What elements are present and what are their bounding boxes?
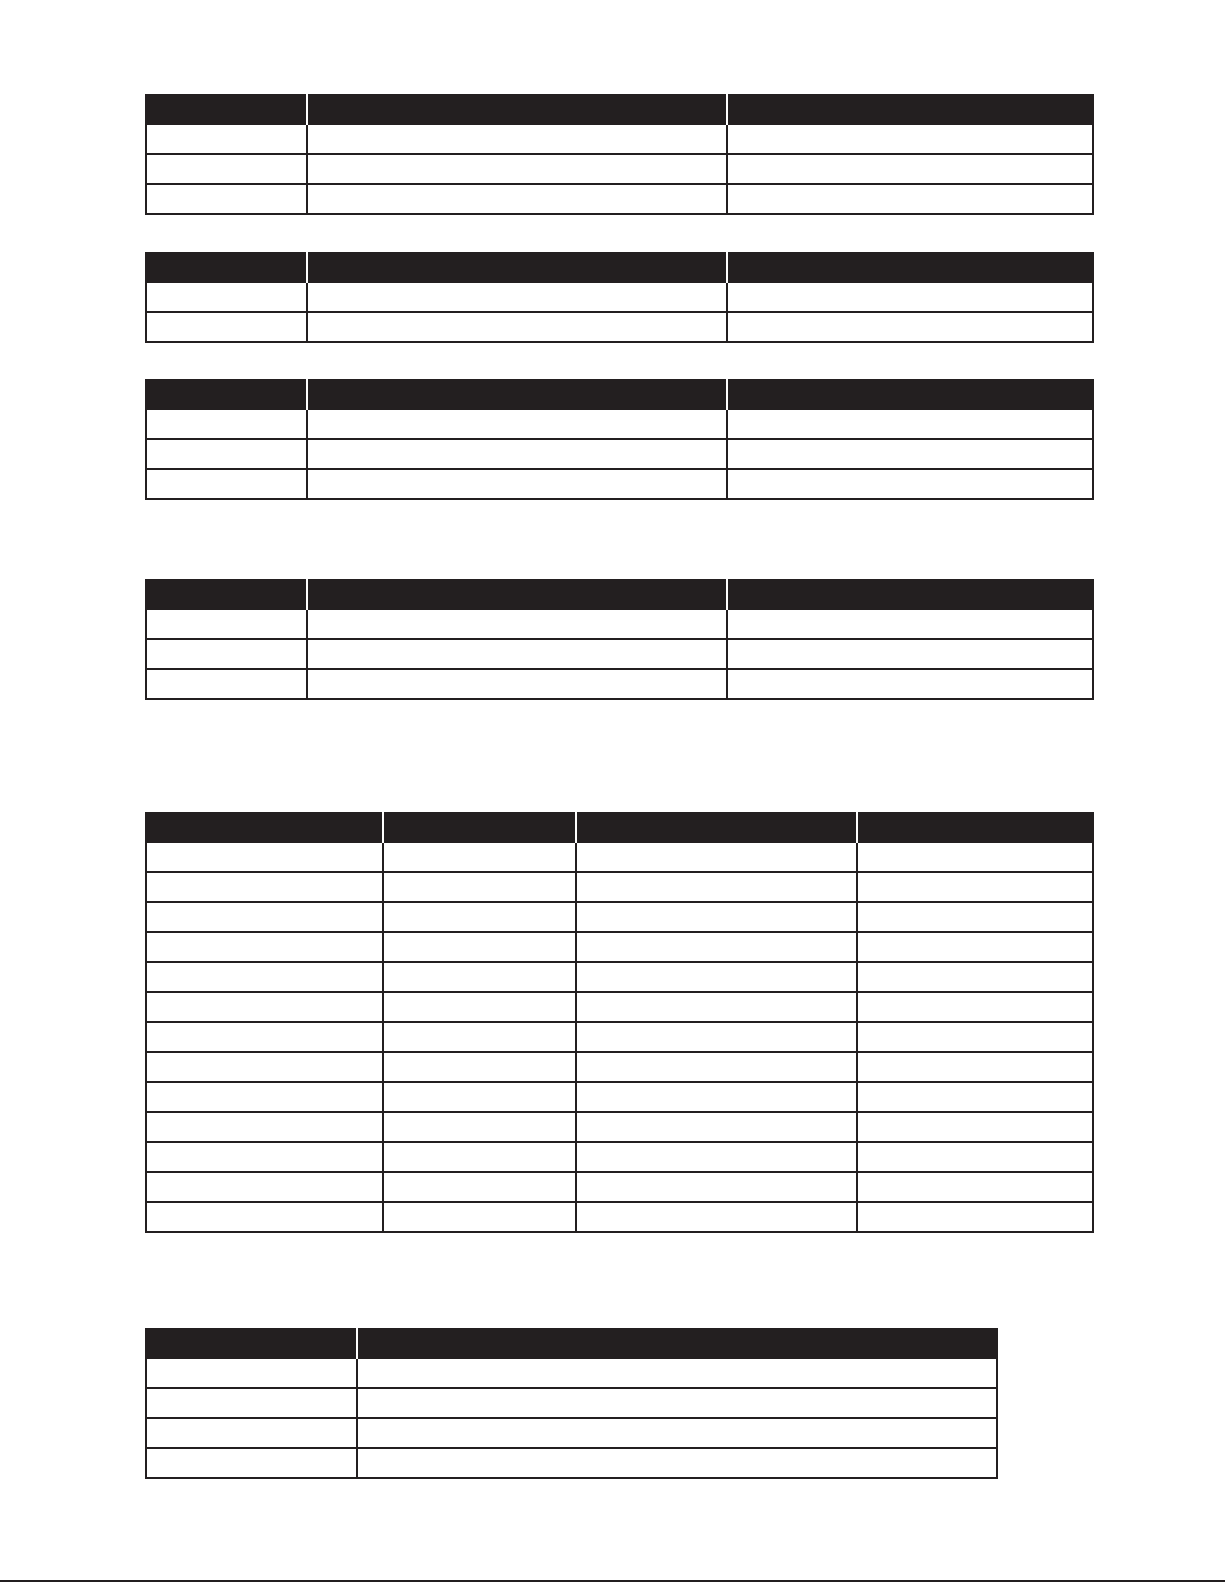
- table-cell: [857, 1172, 1093, 1202]
- table-cell: [307, 282, 727, 312]
- table-1: [145, 94, 1094, 215]
- column-header: [146, 94, 307, 124]
- table-cell: [857, 992, 1093, 1022]
- table-row: [146, 962, 1093, 992]
- table-row: [146, 312, 1093, 342]
- table-cell: [727, 124, 1093, 154]
- table-row: [146, 154, 1093, 184]
- table-cell: [146, 1202, 383, 1232]
- column-header: [727, 252, 1093, 282]
- table-cell: [857, 932, 1093, 962]
- column-header: [727, 94, 1093, 124]
- table-cell: [146, 1448, 357, 1478]
- table-6: [145, 1328, 998, 1479]
- table-cell: [576, 902, 857, 932]
- column-header: [357, 1328, 997, 1358]
- table-cell: [146, 962, 383, 992]
- table-row: [146, 872, 1093, 902]
- table-cell: [857, 962, 1093, 992]
- table-cell: [146, 669, 307, 699]
- column-header: [576, 812, 857, 842]
- table-cell: [576, 1202, 857, 1232]
- table-header-row: [146, 94, 1093, 124]
- table-cell: [146, 1052, 383, 1082]
- table-cell: [576, 1022, 857, 1052]
- table-cell: [383, 1082, 576, 1112]
- table-row: [146, 842, 1093, 872]
- table-cell: [307, 669, 727, 699]
- table-cell: [307, 184, 727, 214]
- column-header: [146, 379, 307, 409]
- table-row: [146, 1082, 1093, 1112]
- table-cell: [307, 312, 727, 342]
- table-cell: [146, 842, 383, 872]
- table-cell: [146, 1022, 383, 1052]
- table-row: [146, 282, 1093, 312]
- table-cell: [146, 902, 383, 932]
- column-header: [383, 812, 576, 842]
- table-row: [146, 439, 1093, 469]
- table-cell: [857, 1052, 1093, 1082]
- table-cell: [383, 962, 576, 992]
- table-row: [146, 1112, 1093, 1142]
- table-cell: [727, 312, 1093, 342]
- table-cell: [146, 282, 307, 312]
- table-cell: [146, 639, 307, 669]
- table-cell: [146, 1418, 357, 1448]
- table-row: [146, 669, 1093, 699]
- table-row: [146, 1388, 997, 1418]
- table-row: [146, 639, 1093, 669]
- table-cell: [357, 1388, 997, 1418]
- table-cell: [146, 1388, 357, 1418]
- table-cell: [857, 902, 1093, 932]
- table-row: [146, 992, 1093, 1022]
- table-cell: [383, 1022, 576, 1052]
- table-header-row: [146, 812, 1093, 842]
- table-cell: [727, 184, 1093, 214]
- table-cell: [146, 184, 307, 214]
- table-cell: [307, 154, 727, 184]
- table-cell: [727, 639, 1093, 669]
- table-cell: [727, 469, 1093, 499]
- table-row: [146, 124, 1093, 154]
- table-cell: [146, 609, 307, 639]
- column-header: [857, 812, 1093, 842]
- table-cell: [576, 1082, 857, 1112]
- table-cell: [383, 872, 576, 902]
- table-row: [146, 1172, 1093, 1202]
- table-cell: [357, 1358, 997, 1388]
- table-cell: [857, 1082, 1093, 1112]
- table-header-row: [146, 1328, 997, 1358]
- table-cell: [857, 1142, 1093, 1172]
- table-header-row: [146, 379, 1093, 409]
- table-cell: [307, 124, 727, 154]
- table-cell: [146, 1082, 383, 1112]
- table-row: [146, 1448, 997, 1478]
- table-row: [146, 409, 1093, 439]
- table-cell: [307, 639, 727, 669]
- table-cell: [307, 609, 727, 639]
- table-cell: [146, 312, 307, 342]
- table-row: [146, 1022, 1093, 1052]
- table-cell: [146, 872, 383, 902]
- table-row: [146, 902, 1093, 932]
- table-header-row: [146, 579, 1093, 609]
- table-cell: [576, 932, 857, 962]
- table-row: [146, 932, 1093, 962]
- table-cell: [146, 439, 307, 469]
- table-cell: [357, 1448, 997, 1478]
- table-cell: [307, 439, 727, 469]
- table-cell: [383, 1052, 576, 1082]
- table-cell: [146, 992, 383, 1022]
- table-cell: [727, 154, 1093, 184]
- table-cell: [576, 1052, 857, 1082]
- table-cell: [857, 1202, 1093, 1232]
- page-bottom-rule: [0, 1580, 1225, 1582]
- table-cell: [357, 1418, 997, 1448]
- table-cell: [146, 469, 307, 499]
- table-cell: [383, 992, 576, 1022]
- table-header-row: [146, 252, 1093, 282]
- table-5: [145, 812, 1094, 1233]
- column-header: [307, 94, 727, 124]
- table-cell: [857, 842, 1093, 872]
- table-cell: [857, 872, 1093, 902]
- table-row: [146, 609, 1093, 639]
- table-row: [146, 469, 1093, 499]
- table-cell: [383, 1172, 576, 1202]
- table-cell: [576, 1172, 857, 1202]
- column-header: [727, 579, 1093, 609]
- table-cell: [146, 124, 307, 154]
- table-cell: [146, 1112, 383, 1142]
- table-3: [145, 379, 1094, 500]
- table-cell: [727, 609, 1093, 639]
- column-header: [307, 579, 727, 609]
- table-cell: [383, 1202, 576, 1232]
- table-cell: [576, 1142, 857, 1172]
- table-row: [146, 1202, 1093, 1232]
- table-cell: [576, 872, 857, 902]
- table-4: [145, 579, 1094, 700]
- table-row: [146, 184, 1093, 214]
- table-cell: [383, 932, 576, 962]
- table-cell: [383, 1142, 576, 1172]
- column-header: [307, 379, 727, 409]
- table-cell: [576, 842, 857, 872]
- table-cell: [727, 282, 1093, 312]
- table-cell: [307, 469, 727, 499]
- table-row: [146, 1052, 1093, 1082]
- table-cell: [857, 1112, 1093, 1142]
- column-header: [727, 379, 1093, 409]
- column-header: [146, 812, 383, 842]
- table-cell: [383, 902, 576, 932]
- table-cell: [727, 669, 1093, 699]
- table-cell: [576, 962, 857, 992]
- column-header: [146, 1328, 357, 1358]
- table-cell: [146, 409, 307, 439]
- table-cell: [146, 1172, 383, 1202]
- table-cell: [146, 154, 307, 184]
- table-cell: [146, 1358, 357, 1388]
- table-cell: [576, 992, 857, 1022]
- table-row: [146, 1142, 1093, 1172]
- table-cell: [307, 409, 727, 439]
- table-row: [146, 1358, 997, 1388]
- table-row: [146, 1418, 997, 1448]
- table-cell: [146, 932, 383, 962]
- table-cell: [857, 1022, 1093, 1052]
- table-cell: [383, 1112, 576, 1142]
- table-2: [145, 252, 1094, 343]
- table-cell: [383, 842, 576, 872]
- table-cell: [146, 1142, 383, 1172]
- table-cell: [727, 409, 1093, 439]
- column-header: [307, 252, 727, 282]
- table-cell: [576, 1112, 857, 1142]
- column-header: [146, 252, 307, 282]
- column-header: [146, 579, 307, 609]
- table-cell: [727, 439, 1093, 469]
